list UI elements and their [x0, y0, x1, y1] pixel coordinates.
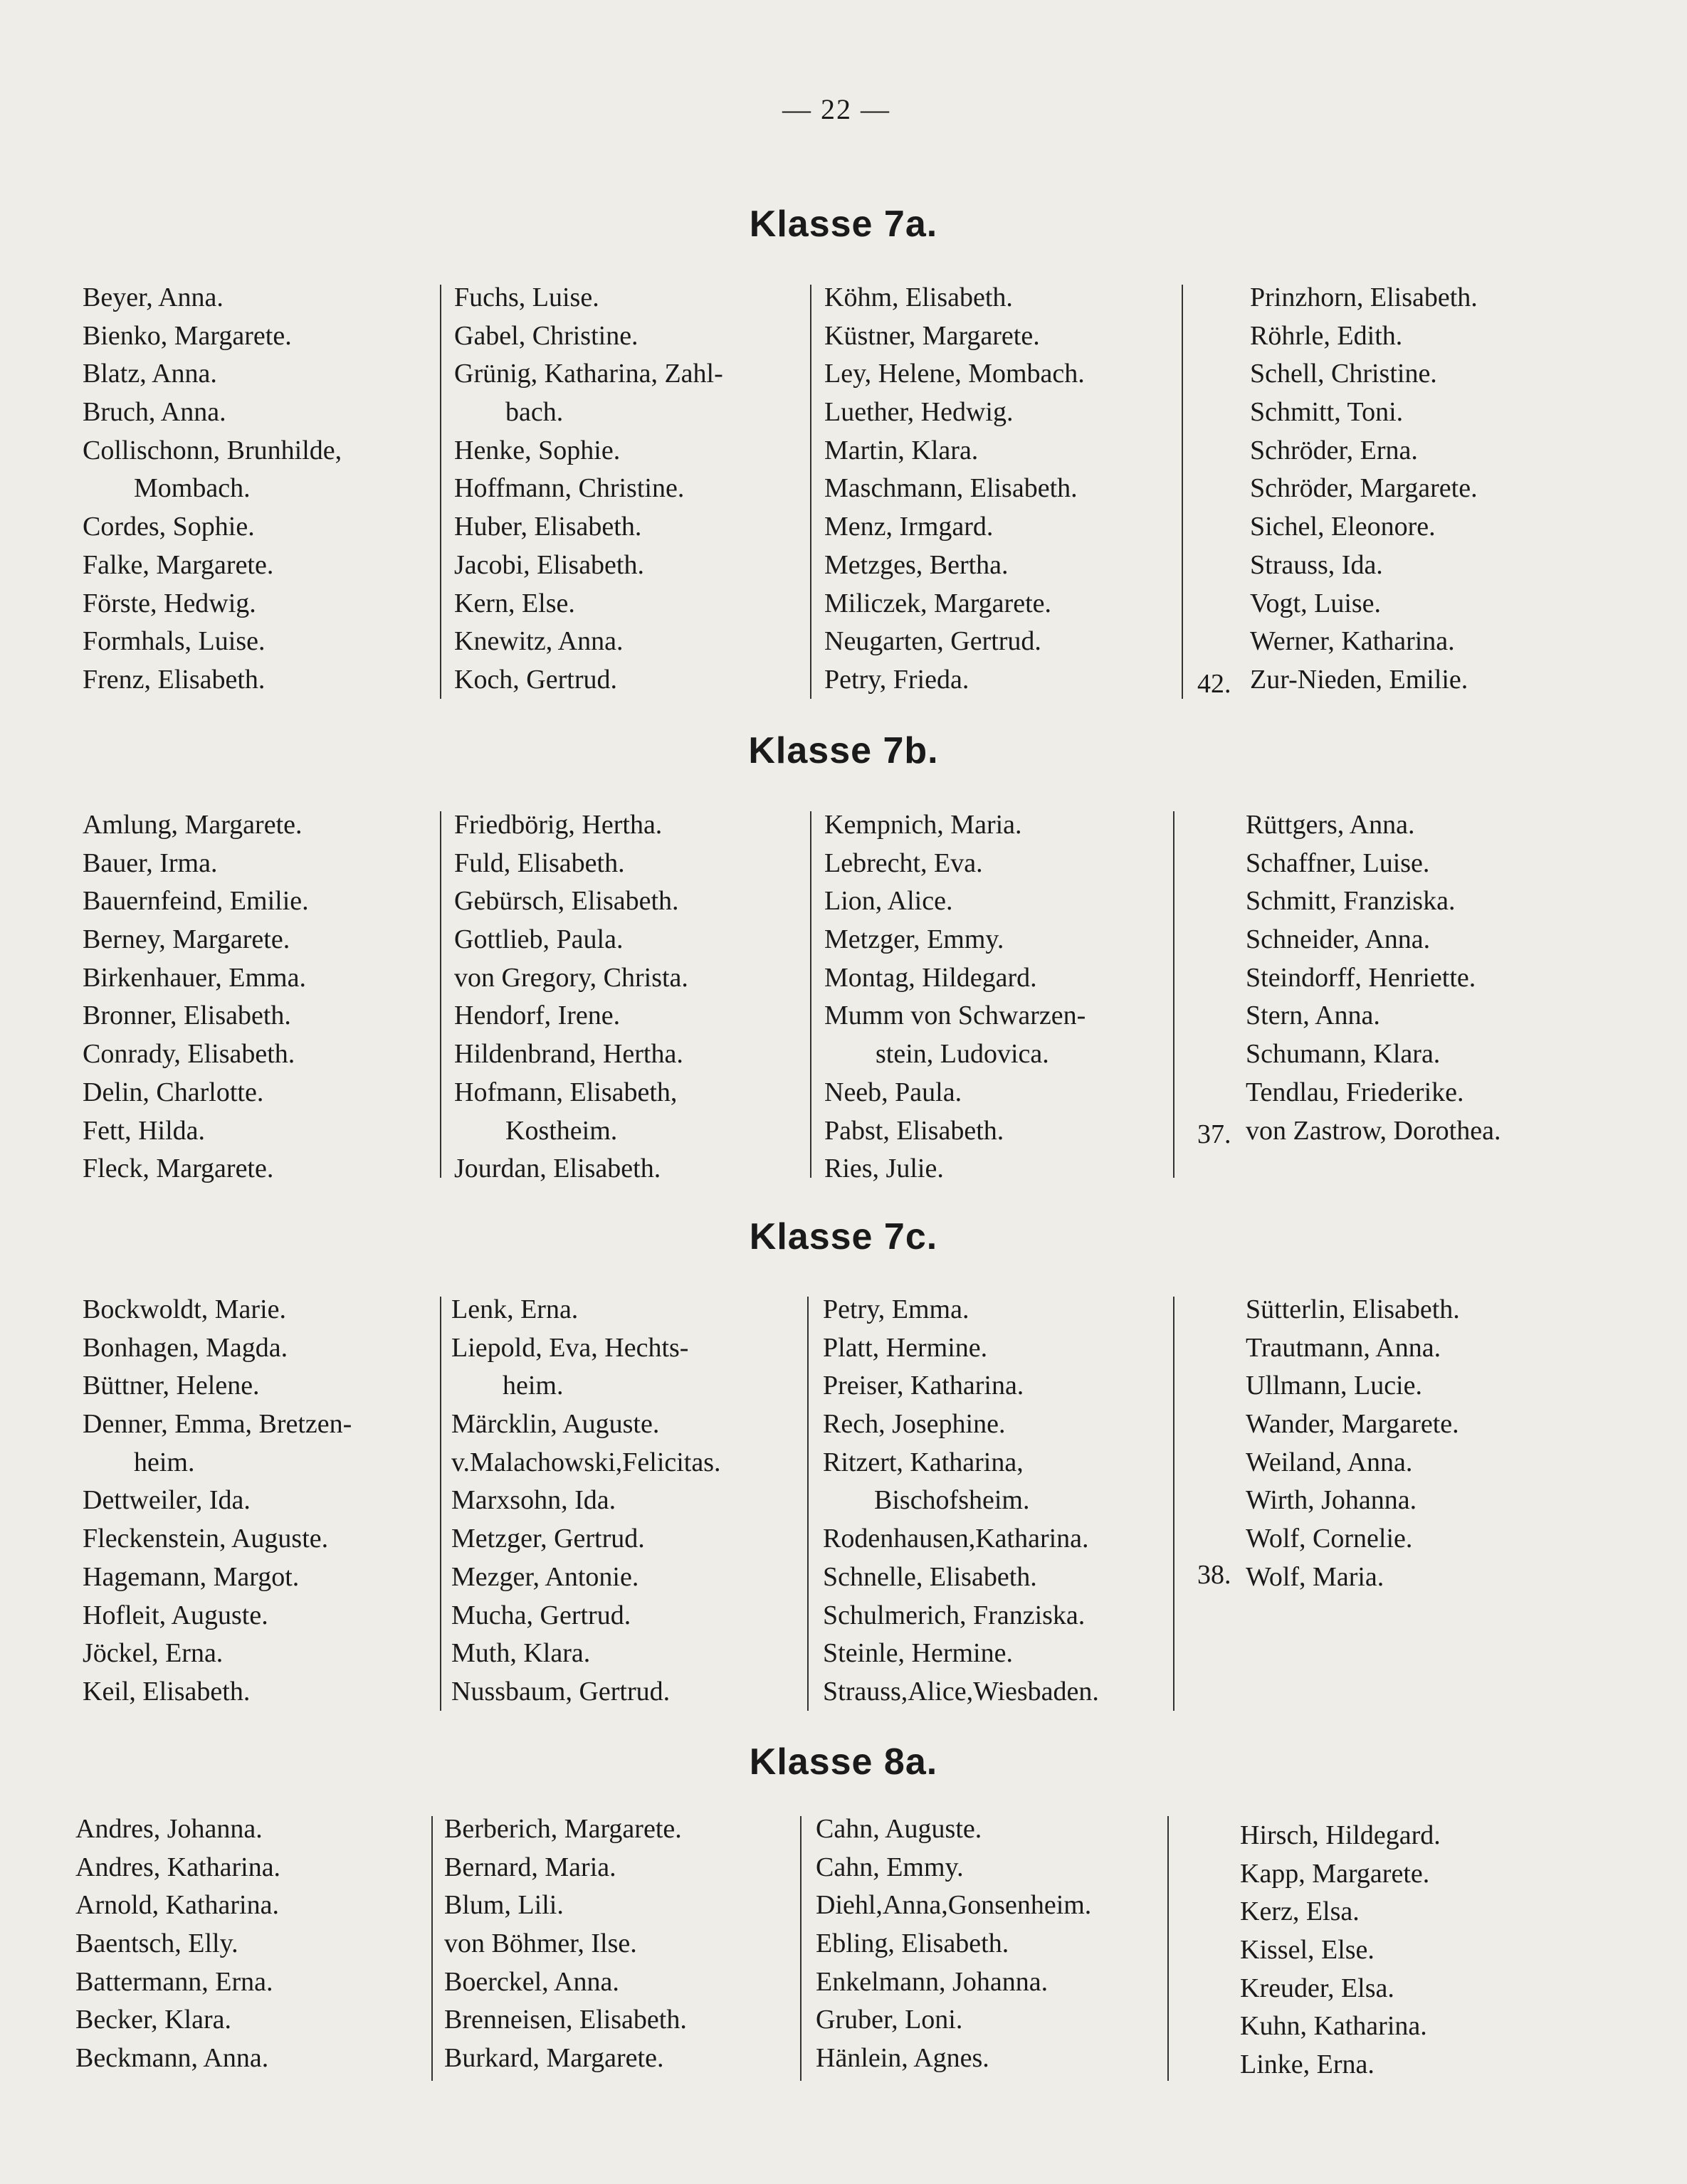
student-name: Wolf, Cornelie. [1246, 1524, 1413, 1554]
student-name: Cahn, Emmy. [816, 1852, 964, 1882]
student-name: Schell, Christine. [1250, 359, 1437, 389]
student-name: Jourdan, Elisabeth. [454, 1154, 661, 1184]
student-name: Collischonn, Brunhilde, [83, 435, 342, 465]
student-name: Enkelmann, Johanna. [816, 1966, 1049, 1997]
column-rule [431, 1816, 433, 2081]
student-name: Gruber, Loni. [816, 2005, 963, 2035]
student-name: Kreuder, Elsa. [1240, 1973, 1394, 2003]
student-name: Becker, Klara. [75, 2005, 231, 2035]
column-rule [810, 811, 811, 1178]
student-name: Diehl,Anna,Gonsenheim. [816, 1890, 1092, 1921]
student-name: Bischofsheim. [874, 1485, 1030, 1516]
student-name: Berberich, Margarete. [444, 1814, 682, 1844]
student-name: Hildenbrand, Hertha. [454, 1039, 683, 1070]
student-name: Falke, Margarete. [83, 549, 274, 580]
name-column [83, 806, 309, 1188]
student-name: Ebling, Elisabeth. [816, 1929, 1009, 1959]
student-name: Mezger, Antonie. [451, 1561, 639, 1592]
student-name: Denner, Emma, Bretzen- [83, 1409, 352, 1440]
name-column [824, 279, 1085, 700]
name-column [444, 1810, 687, 2078]
student-name: Petry, Frieda. [824, 664, 969, 695]
student-name: Märcklin, Auguste. [451, 1409, 660, 1440]
student-name: Fuld, Elisabeth. [454, 848, 625, 878]
student-name: Brenneisen, Elisabeth. [444, 2005, 687, 2035]
student-name: Andres, Katharina. [75, 1852, 281, 1882]
student-name: Lebrecht, Eva. [824, 848, 983, 878]
student-name: Blum, Lili. [444, 1890, 564, 1921]
name-column [1246, 1291, 1460, 1597]
student-name: Rech, Josephine. [823, 1409, 1006, 1440]
student-name: Küstner, Margarete. [824, 320, 1040, 351]
student-name: Schumann, Klara. [1246, 1039, 1441, 1070]
student-name: Lion, Alice. [824, 886, 953, 917]
student-name: Fuchs, Luise. [454, 283, 599, 312]
student-name: Fleck, Margarete. [83, 1154, 274, 1184]
student-name: Bronner, Elisabeth. [83, 1001, 291, 1031]
student-name: Pabst, Elisabeth. [824, 1115, 1004, 1146]
student-name: Schmitt, Toni. [1250, 397, 1404, 428]
student-name: Baentsch, Elly. [75, 1929, 238, 1959]
student-name: von Zastrow, Dorothea. [1246, 1115, 1501, 1146]
student-name: Cordes, Sophie. [83, 512, 255, 542]
student-name: Ries, Julie. [824, 1154, 944, 1184]
name-column [83, 279, 342, 700]
student-name: Ley, Helene, Mombach. [824, 359, 1085, 389]
name-column [83, 1291, 352, 1711]
student-name: Röhrle, Edith. [1250, 320, 1403, 351]
student-name: Grünig, Katharina, Zahl- [454, 359, 723, 389]
student-name: Rodenhausen,Katharina. [823, 1524, 1089, 1554]
column-rule [1167, 1816, 1169, 2081]
column-rule [440, 811, 441, 1178]
student-name: Schröder, Erna. [1250, 435, 1418, 465]
student-name: Conrady, Elisabeth. [83, 1039, 295, 1070]
student-name: Trautmann, Anna. [1246, 1332, 1441, 1363]
student-name: Bruch, Anna. [83, 397, 226, 428]
column-rule [1173, 811, 1174, 1178]
student-name: Hofmann, Elisabeth, [454, 1077, 678, 1107]
section-title: Klasse 7a. [749, 204, 938, 245]
student-name: Andres, Johanna. [75, 1814, 263, 1844]
student-name: Beyer, Anna. [83, 283, 224, 312]
student-name: Kostheim. [505, 1115, 618, 1146]
student-name: Cahn, Auguste. [816, 1814, 982, 1844]
student-name: Wirth, Johanna. [1246, 1485, 1417, 1516]
student-name: Blatz, Anna. [83, 359, 217, 389]
student-name: Linke, Erna. [1240, 2050, 1375, 2080]
student-name: Köhm, Elisabeth. [824, 283, 1013, 312]
section-title: Klasse 7c. [749, 1216, 938, 1257]
student-name: Luether, Hedwig. [824, 397, 1014, 428]
section-title: Klasse 7b. [748, 730, 939, 771]
student-name: Kapp, Margarete. [1240, 1858, 1430, 1889]
student-name: Mombach. [134, 473, 251, 504]
column-rule [440, 285, 441, 699]
student-name: Friedbörig, Hertha. [454, 810, 663, 840]
column-rule [1173, 1297, 1174, 1711]
page-number: — 22 — [782, 93, 890, 125]
student-name: Miliczek, Margarete. [824, 588, 1051, 618]
student-name: Kissel, Else. [1240, 1935, 1375, 1966]
student-name: Bauernfeind, Emilie. [83, 886, 309, 917]
student-name: Neugarten, Gertrud. [824, 626, 1041, 657]
student-name: Delin, Charlotte. [83, 1077, 264, 1107]
student-name: Bonhagen, Magda. [83, 1332, 288, 1363]
student-name: Kerz, Elsa. [1240, 1897, 1360, 1927]
student-name: Preiser, Katharina. [823, 1371, 1024, 1401]
student-name: Muth, Klara. [451, 1638, 591, 1669]
student-name: Förste, Hedwig. [83, 588, 256, 618]
student-name: Frenz, Elisabeth. [83, 664, 266, 695]
student-name: heim. [503, 1371, 564, 1401]
student-name: Hendorf, Irene. [454, 1001, 621, 1031]
student-name: Beckmann, Anna. [75, 2043, 269, 2074]
name-column [1250, 279, 1478, 700]
student-name: Mucha, Gertrud. [451, 1600, 631, 1630]
class-count: 42. [1197, 669, 1231, 699]
student-name: Menz, Irmgard. [824, 512, 994, 542]
student-name: Boerckel, Anna. [444, 1966, 619, 1997]
student-name: Metzger, Emmy. [824, 924, 1004, 955]
student-name: stein, Ludovica. [876, 1039, 1049, 1070]
student-name: Henke, Sophie. [454, 435, 621, 465]
student-name: Huber, Elisabeth. [454, 512, 642, 542]
name-column [1240, 1817, 1441, 2084]
student-name: Schneider, Anna. [1246, 924, 1431, 955]
section-title: Klasse 8a. [749, 1741, 938, 1783]
student-name: Montag, Hildegard. [824, 962, 1037, 993]
student-name: Arnold, Katharina. [75, 1890, 279, 1921]
name-column [1246, 806, 1501, 1150]
student-name: Hoffmann, Christine. [454, 473, 685, 504]
student-name: Schulmerich, Franziska. [823, 1600, 1086, 1630]
student-name: Fleckenstein, Auguste. [83, 1524, 329, 1554]
student-name: Gottlieb, Paula. [454, 924, 624, 955]
student-name: Strauss,Alice,Wiesbaden. [823, 1676, 1099, 1706]
student-name: Petry, Emma. [823, 1294, 969, 1324]
student-name: Schaffner, Luise. [1246, 848, 1430, 878]
student-name: Koch, Gertrud. [454, 664, 617, 695]
student-name: Kuhn, Katharina. [1240, 2011, 1427, 2042]
student-name: Prinzhorn, Elisabeth. [1250, 283, 1478, 312]
student-name: Schnelle, Elisabeth. [823, 1561, 1037, 1592]
student-name: Ullmann, Lucie. [1246, 1371, 1422, 1401]
student-name: von Gregory, Christa. [454, 962, 688, 993]
student-name: Hänlein, Agnes. [816, 2043, 989, 2074]
student-name: Weiland, Anna. [1246, 1447, 1413, 1477]
student-name: Burkard, Margarete. [444, 2043, 664, 2074]
student-name: heim. [134, 1447, 195, 1477]
name-column [824, 806, 1086, 1188]
student-name: Bernard, Maria. [444, 1852, 616, 1882]
student-name: Sichel, Eleonore. [1250, 512, 1436, 542]
student-name: Metzger, Gertrud. [451, 1524, 645, 1554]
name-column [454, 806, 688, 1188]
student-name: Jacobi, Elisabeth. [454, 549, 644, 580]
student-name: Marxsohn, Ida. [451, 1485, 616, 1516]
student-name: Nussbaum, Gertrud. [451, 1676, 671, 1706]
student-name: Wolf, Maria. [1246, 1561, 1384, 1592]
student-name: Kempnich, Maria. [824, 810, 1022, 840]
student-name: Schröder, Margarete. [1250, 473, 1478, 504]
student-name: Bauer, Irma. [83, 848, 218, 878]
column-rule [810, 285, 811, 699]
student-name: Dettweiler, Ida. [83, 1485, 251, 1516]
class-count: 37. [1197, 1119, 1231, 1149]
student-name: Vogt, Luise. [1250, 588, 1382, 618]
student-name: von Böhmer, Ilse. [444, 1929, 637, 1959]
column-rule [1182, 285, 1183, 699]
student-name: Formhals, Luise. [83, 626, 266, 657]
student-name: Neeb, Paula. [824, 1077, 962, 1107]
student-name: Schmitt, Franziska. [1246, 886, 1456, 917]
student-name: Platt, Hermine. [823, 1332, 988, 1363]
class-count: 38. [1197, 1560, 1231, 1590]
name-column [823, 1291, 1099, 1711]
student-name: Steindorff, Henriette. [1246, 962, 1476, 993]
name-column [451, 1291, 721, 1711]
student-name: v.Malachowski,Felicitas. [451, 1447, 721, 1477]
student-name: Steinle, Hermine. [823, 1638, 1013, 1669]
student-name: Hirsch, Hildegard. [1240, 1820, 1441, 1850]
student-name: Bockwoldt, Marie. [83, 1294, 287, 1324]
student-name: Gabel, Christine. [454, 320, 638, 351]
student-name: Stern, Anna. [1246, 1001, 1380, 1031]
student-name: Gebürsch, Elisabeth. [454, 886, 679, 917]
student-name: Zur-Nieden, Emilie. [1250, 664, 1468, 695]
student-name: Lenk, Erna. [451, 1294, 579, 1324]
student-name: Tendlau, Friederike. [1246, 1077, 1464, 1107]
student-name: Metzges, Bertha. [824, 549, 1009, 580]
student-name: Ritzert, Katharina, [823, 1447, 1024, 1477]
student-name: Amlung, Margarete. [83, 810, 303, 840]
student-name: Werner, Katharina. [1250, 626, 1455, 657]
student-name: Jöckel, Erna. [83, 1638, 224, 1669]
name-column [816, 1810, 1091, 2078]
student-name: Wander, Margarete. [1246, 1409, 1459, 1440]
student-name: Birkenhauer, Emma. [83, 962, 306, 993]
student-name: bach. [505, 397, 564, 428]
student-name: Keil, Elisabeth. [83, 1676, 251, 1706]
student-name: Maschmann, Elisabeth. [824, 473, 1078, 504]
student-name: Knewitz, Anna. [454, 626, 624, 657]
student-name: Hagemann, Margot. [83, 1561, 300, 1592]
column-rule [800, 1816, 802, 2081]
student-name: Fett, Hilda. [83, 1115, 206, 1146]
student-name: Martin, Klara. [824, 435, 979, 465]
student-name: Strauss, Ida. [1250, 549, 1383, 580]
student-name: Liepold, Eva, Hechts- [451, 1332, 689, 1363]
column-rule [440, 1297, 441, 1711]
name-column [75, 1810, 280, 2078]
name-column [454, 279, 723, 700]
student-name: Battermann, Erna. [75, 1966, 273, 1997]
student-name: Rüttgers, Anna. [1246, 810, 1415, 840]
student-name: Hofleit, Auguste. [83, 1600, 268, 1630]
student-name: Sütterlin, Elisabeth. [1246, 1294, 1460, 1324]
student-name: Kern, Else. [454, 588, 575, 618]
student-name: Bienko, Margarete. [83, 320, 292, 351]
student-name: Mumm von Schwarzen- [824, 1001, 1086, 1031]
student-name: Büttner, Helene. [83, 1371, 260, 1401]
student-name: Berney, Margarete. [83, 924, 290, 955]
column-rule [807, 1297, 809, 1711]
